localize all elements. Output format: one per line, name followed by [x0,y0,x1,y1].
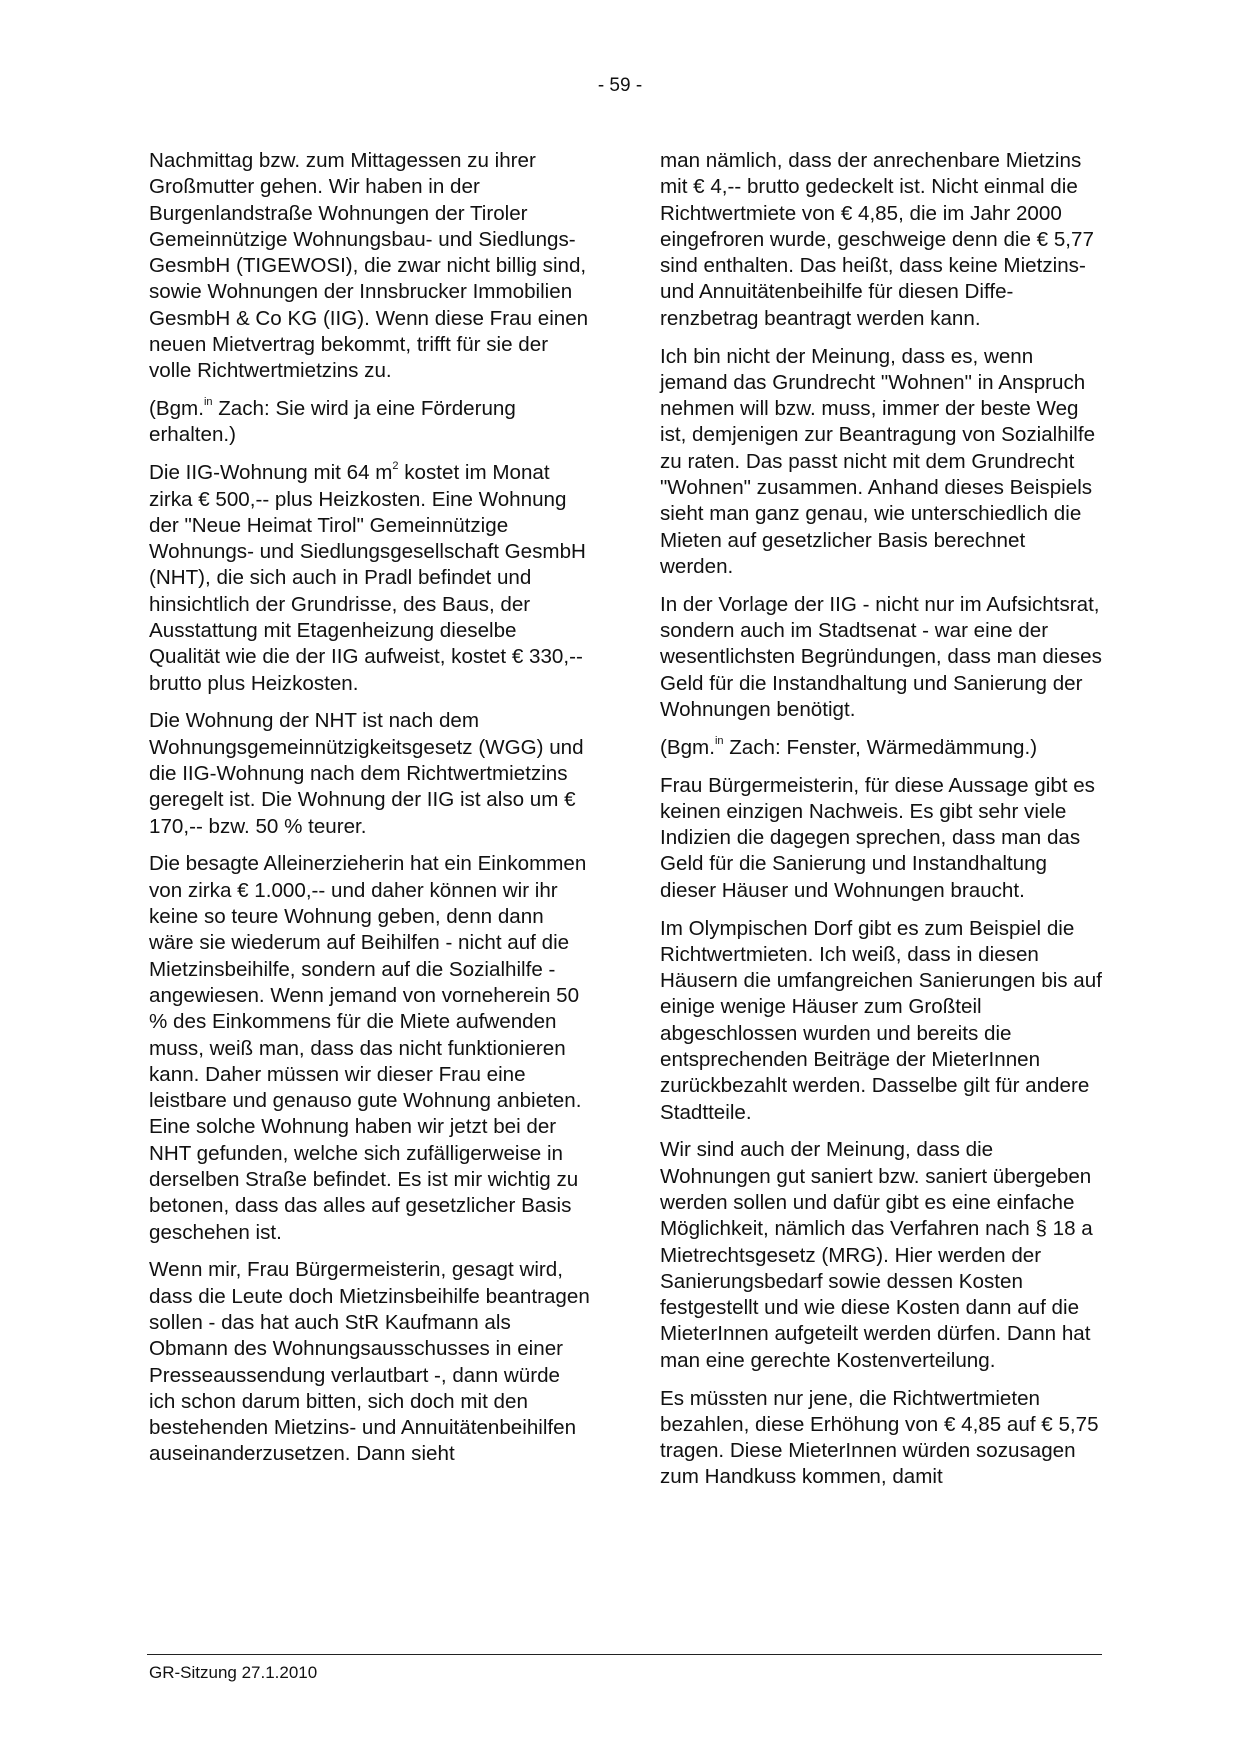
paragraph: In der Vorlage der IIG - nicht nur im Aufsichtsrat, sondern auch im Stadtsenat - war eine der wesentlichsten Begründungen, dass man dieses Geld für die Instandhaltung und Sanierung der Wohnungen benötigt. [660,592,1102,721]
interjection-text: Zach: Sie wird ja eine Förderung erhalten.) [149,397,516,447]
paragraph: man nämlich, dass der anrechenbare Mietzins mit € 4,-- brutto gedeckelt ist. Nicht einmal die Richtwertmiete von € 4,85, die im Jahr 2000 eingefroren wurde, geschweige denn die € 5,77 sind enthalten. Das heißt, dass keine Mietzins- und Annuitätenbeihilfe für diesen Differenzbetrag beantragt werden kann. [660,149,1094,330]
left-column [149,148,591,1479]
footer-session-date: GR-Sitzung 27.1.2010 [149,1663,318,1682]
superscript: in [714,734,724,747]
page-number: - 59 - [597,75,643,96]
paragraph: Wenn mir, Frau Bürgermeisterin, gesagt wird, dass die Leute doch Mietzinsbeihilfe beantragen sollen - das hat auch StR Kaufmann als Obmann des Wohnungsausschusses in einer Presseaussendung verlautbart -, dann würde ich schon darum bitten, sich doch mit den bestehenden Mietzins- und Annuitätenbeihilfen auseinanderzusetzen. Dann sieht [149,1258,590,1466]
paragraph: Es müssten nur jene, die Richtwertmieten bezahlen, diese Erhöhung von € 4,85 auf € 5,75 tragen. Diese MieterInnen würden sozusagen zum Handkuss kommen, damit [660,1386,1099,1489]
paragraph: Frau Bürgermeisterin, für diese Aussage gibt es keinen einzigen Nachweis. Es gibt sehr viele Indizien die dagegen sprechen, dass man das Geld für die Sanierung und Instandhaltung dieser Häuser und Wohnungen braucht. [660,773,1095,902]
paragraph: Nachmittag bzw. zum Mittagessen zu ihrer Großmutter gehen. Wir haben in der Burgenlandstraße Wohnungen der Tiroler Gemeinnützige Wohnungsbau- und Siedlungs-GesmbH (TIGEWOSI), die zwar nicht billig sind, sowie Wohnungen der Innsbrucker Immobilien GesmbH & Co KG (IIG). Wenn diese Frau einen neuen Mietvertrag bekommt, trifft für sie der volle Richtwertmietzins zu. [149,149,589,383]
interjection [660,735,1102,761]
interjection [149,396,591,449]
paragraph: Im Olympischen Dorf gibt es zum Beispiel die Richtwertmieten. Ich weiß, dass in diesen Häusern die umfangreichen Sanierungen bis auf einige wenige Häuser zum Großteil abgeschlossen wurden und bereits die entsprechenden Beiträge der MieterInnen zurückbezahlt werden. Dasselbe gilt für andere Stadtteile. [660,916,1102,1124]
paragraph: Die Wohnung der NHT ist nach dem Wohnungsgemeinnützigkeitsgesetz (WGG) und die IIG-Wohnung nach dem Richtwertmietzins geregelt ist. Die Wohnung der IIG ist also um € 170,-- bzw. 50 % teurer. [149,709,584,838]
paragraph: Wir sind auch der Meinung, dass die Wohnungen gut saniert bzw. saniert übergeben werden sollen und dafür gibt es eine einfache Möglichkeit, nämlich das Verfahren nach § 18 a Mietrechtsgesetz (MRG). Hier werden der Sanierungsbedarf sowie dessen Kosten festgestellt und wie diese Kosten dann auf die MieterInnen aufgeteilt werden dürfen. Dann hat man eine gerechte Kostenverteilung. [660,1138,1093,1372]
superscript: in [203,396,213,409]
superscript: 2 [392,460,399,473]
paragraph-rest: kostet im Monat zirka € 500,-- plus Heizkosten. Eine Wohnung der "Neue Heimat Tirol" Gemeinnützige Wohnungs- und Siedlungsgesellschaft GesmbH (NHT), die sich auch in Pradl befindet und hinsichtlich der Grundrisse, des Baus, der Ausstattung mit Etagenheizung dieselbe Qualität wie die der IIG aufweist, kostet € 330,-- brutto plus Heizkosten. [149,461,586,695]
footer-divider [147,1654,1102,1655]
paragraph-start: Die IIG-Wohnung mit 64 m [149,461,393,485]
paragraph: Ich bin nicht der Meinung, dass es, wenn jemand das Grundrecht "Wohnen" in Anspruch nehmen will bzw. muss, immer der beste Weg ist, demjenigen zur Beantragung von Sozialhilfe zu raten. Das passt nicht mit dem Grundrecht "Wohnen" zusammen. Anhand dieses Beispiels sieht man ganz genau, wie unterschiedlich die Mieten auf gesetzlicher Basis berechnet werden. [660,344,1096,578]
right-column [660,148,1102,1502]
interjection-prefix: (Bgm. [149,397,204,421]
interjection-text: Zach: Fenster, Wärmedämmung.) [723,735,1038,759]
paragraph [149,460,591,697]
interjection-prefix: (Bgm. [660,735,715,759]
paragraph: Die besagte Alleinerzieherin hat ein Einkommen von zirka € 1.000,-- und daher können wir ihr keine so teure Wohnung geben, denn dann wäre sie wiederum auf Beihilfen - nicht auf die Mietzinsbeihilfe, sondern auf die Sozialhilfe - angewiesen. Wenn jemand von vorneherein 50 % des Einkommens für die Miete aufwenden muss, weiß man, dass das nicht funktionieren kann. Daher müssen wir dieser Frau eine leistbare und genauso gute Wohnung anbieten. Eine solche Wohnung haben wir jetzt bei der NHT gefunden, welche sich zufälligerweise in derselben Straße befindet. Es ist mir wichtig zu betonen, dass das alles auf gesetzlicher Basis geschehen ist. [149,852,587,1244]
